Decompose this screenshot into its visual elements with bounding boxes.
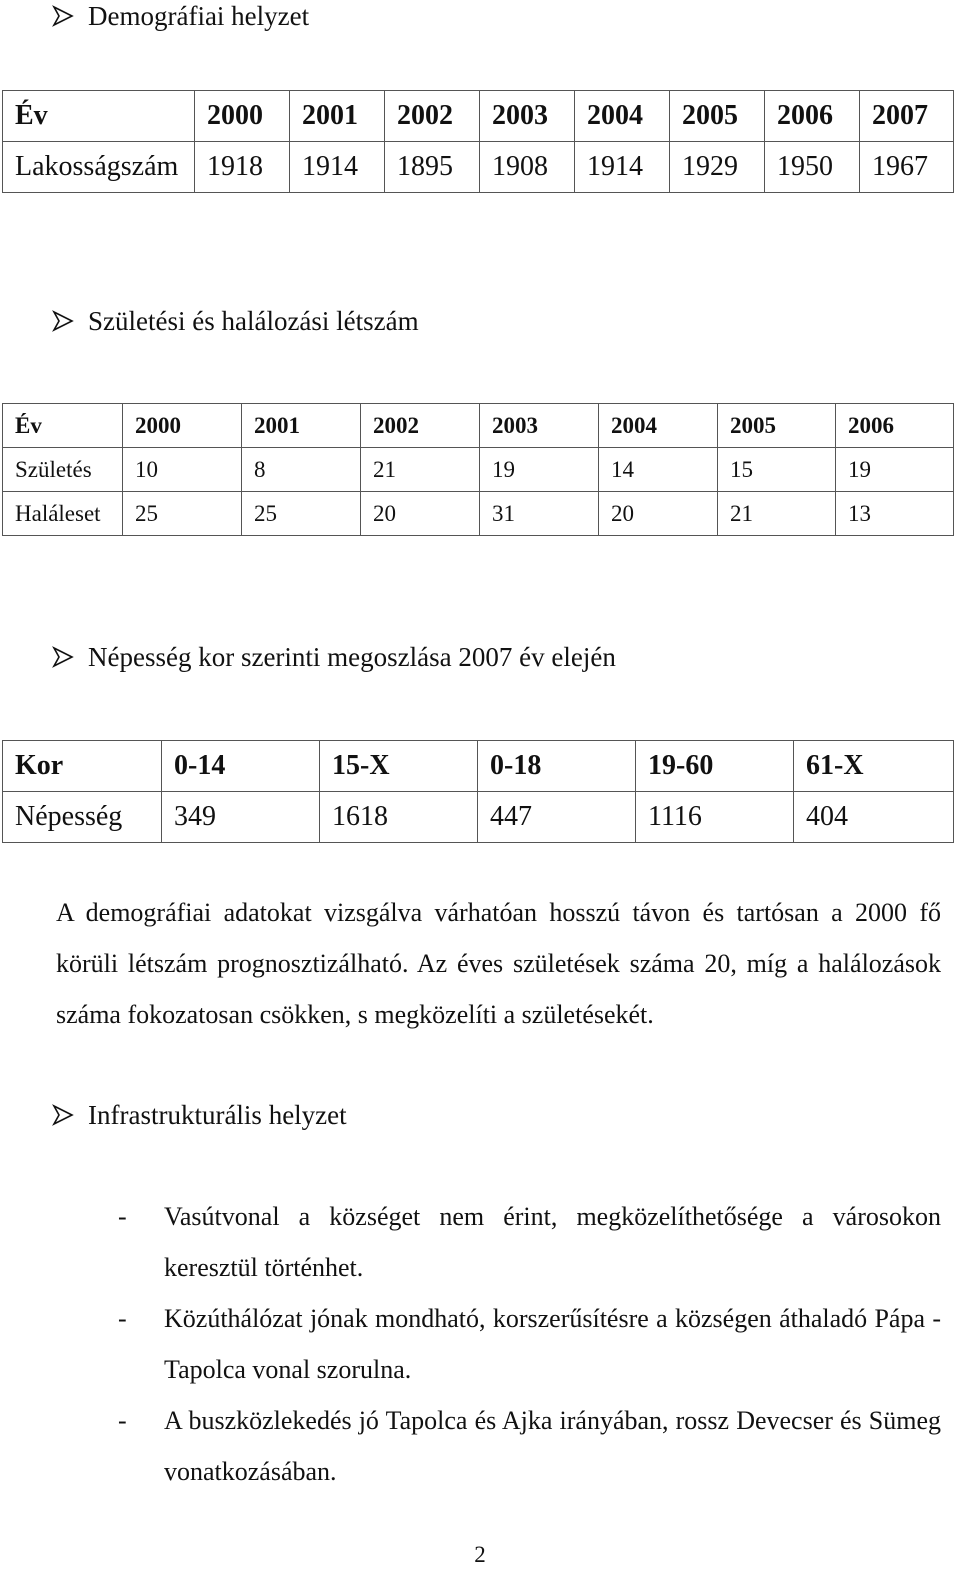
section-heading-infrastruktura bbox=[52, 1099, 347, 1131]
table-cell: Haláleset bbox=[3, 492, 123, 536]
table-cell: 20 bbox=[599, 492, 718, 536]
table-cell: 20 bbox=[361, 492, 480, 536]
table-cell: 14 bbox=[599, 448, 718, 492]
table-cell: 10 bbox=[123, 448, 242, 492]
list-item bbox=[118, 1395, 941, 1497]
table-cell: 25 bbox=[242, 492, 361, 536]
table-row bbox=[3, 142, 954, 193]
table-header-cell: 2006 bbox=[836, 404, 954, 448]
section-heading-text: Demográfiai helyzet bbox=[88, 1, 310, 31]
arrowhead-bullet-icon bbox=[52, 646, 74, 668]
table-cell: 1914 bbox=[290, 142, 385, 193]
table-header-cell: 2004 bbox=[599, 404, 718, 448]
table-header-cell: 2002 bbox=[361, 404, 480, 448]
table-cell: 1918 bbox=[195, 142, 290, 193]
section-heading-text: Születési és halálozási létszám bbox=[88, 306, 419, 336]
table-cell: 447 bbox=[478, 792, 636, 843]
infrastructure-list bbox=[118, 1191, 941, 1497]
table-header-cell: 2005 bbox=[670, 91, 765, 142]
table-cell: 1914 bbox=[575, 142, 670, 193]
arrowhead-bullet-icon bbox=[52, 5, 74, 27]
list-item-text: Közúthálózat jónak mondható, korszerűsítésre a községen áthaladó Pápa - Tapolca vonal szorulna. bbox=[164, 1304, 941, 1384]
list-item bbox=[118, 1191, 941, 1293]
list-item-text: A buszközlekedés jó Tapolca és Ajka irányában, rossz Devecser és Sümeg vonatkozásában. bbox=[164, 1406, 941, 1486]
table-cell: 31 bbox=[480, 492, 599, 536]
table-row bbox=[3, 448, 954, 492]
list-item-text: Vasútvonal a községet nem érint, megközelíthetősége a városokon keresztül történhet. bbox=[164, 1202, 941, 1282]
list-dash: - bbox=[118, 1304, 127, 1333]
section-heading-text: Infrastrukturális helyzet bbox=[88, 1100, 347, 1130]
table-header-cell: 2001 bbox=[242, 404, 361, 448]
table-cell: 21 bbox=[361, 448, 480, 492]
table-cell: 1950 bbox=[765, 142, 860, 193]
arrowhead-bullet-icon bbox=[52, 1104, 74, 1126]
demography-summary-paragraph bbox=[14, 887, 941, 1040]
section-heading-szuletes-halalozas bbox=[52, 305, 419, 337]
table-header-cell: 2003 bbox=[480, 91, 575, 142]
table-header-cell: 0-18 bbox=[478, 741, 636, 792]
table-header-cell: Év bbox=[3, 404, 123, 448]
table-cell: 21 bbox=[718, 492, 836, 536]
table-header-cell: 2006 bbox=[765, 91, 860, 142]
table-header-cell: Kor bbox=[3, 741, 162, 792]
table-cell: Népesség bbox=[3, 792, 162, 843]
table-header-cell: 2005 bbox=[718, 404, 836, 448]
table-cell: 1618 bbox=[320, 792, 478, 843]
table-cell: 1908 bbox=[480, 142, 575, 193]
table-header-cell: 2003 bbox=[480, 404, 599, 448]
list-dash: - bbox=[118, 1406, 127, 1435]
table-header-cell: 2007 bbox=[860, 91, 954, 142]
table-cell: 15 bbox=[718, 448, 836, 492]
table-cell: 349 bbox=[162, 792, 320, 843]
table-header-row bbox=[3, 91, 954, 142]
table-header-cell: Év bbox=[3, 91, 195, 142]
table-header-cell: 2000 bbox=[123, 404, 242, 448]
population-table bbox=[2, 90, 954, 193]
table-cell: 1116 bbox=[636, 792, 794, 843]
table-header-cell: 61-X bbox=[794, 741, 954, 792]
table-header-cell: 2001 bbox=[290, 91, 385, 142]
table-row bbox=[3, 492, 954, 536]
table-cell: Lakosságszám bbox=[3, 142, 195, 193]
paragraph-text: A demográfiai adatokat vizsgálva várhatóan hosszú távon és tartósan a 2000 fő körüli létszám prognosztizálható. Az éves születések száma 20, míg a halálozások száma fokozatosan csökken, s megközelíti a születésekét. bbox=[56, 898, 941, 1029]
list-item bbox=[118, 1293, 941, 1395]
section-heading-text: Népesség kor szerinti megoszlása 2007 év elején bbox=[88, 642, 616, 672]
table-cell: 13 bbox=[836, 492, 954, 536]
table-cell: 8 bbox=[242, 448, 361, 492]
list-dash: - bbox=[118, 1202, 127, 1231]
table-cell: 25 bbox=[123, 492, 242, 536]
table-cell: 1895 bbox=[385, 142, 480, 193]
table-cell: 404 bbox=[794, 792, 954, 843]
table-header-cell: 0-14 bbox=[162, 741, 320, 792]
table-cell: 19 bbox=[836, 448, 954, 492]
births-deaths-table bbox=[2, 403, 954, 536]
table-cell: 19 bbox=[480, 448, 599, 492]
section-heading-kor-megoszlas bbox=[52, 641, 616, 673]
table-header-cell: 2002 bbox=[385, 91, 480, 142]
table-cell: Születés bbox=[3, 448, 123, 492]
section-heading-demografia bbox=[52, 0, 309, 32]
table-row bbox=[3, 792, 954, 843]
table-header-cell: 2004 bbox=[575, 91, 670, 142]
table-cell: 1967 bbox=[860, 142, 954, 193]
table-header-cell: 19-60 bbox=[636, 741, 794, 792]
arrowhead-bullet-icon bbox=[52, 310, 74, 332]
table-cell: 1929 bbox=[670, 142, 765, 193]
age-distribution-table bbox=[2, 740, 954, 843]
page-number: 2 bbox=[474, 1542, 486, 1567]
table-header-row bbox=[3, 741, 954, 792]
table-header-row bbox=[3, 404, 954, 448]
table-header-cell: 2000 bbox=[195, 91, 290, 142]
table-header-cell: 15-X bbox=[320, 741, 478, 792]
